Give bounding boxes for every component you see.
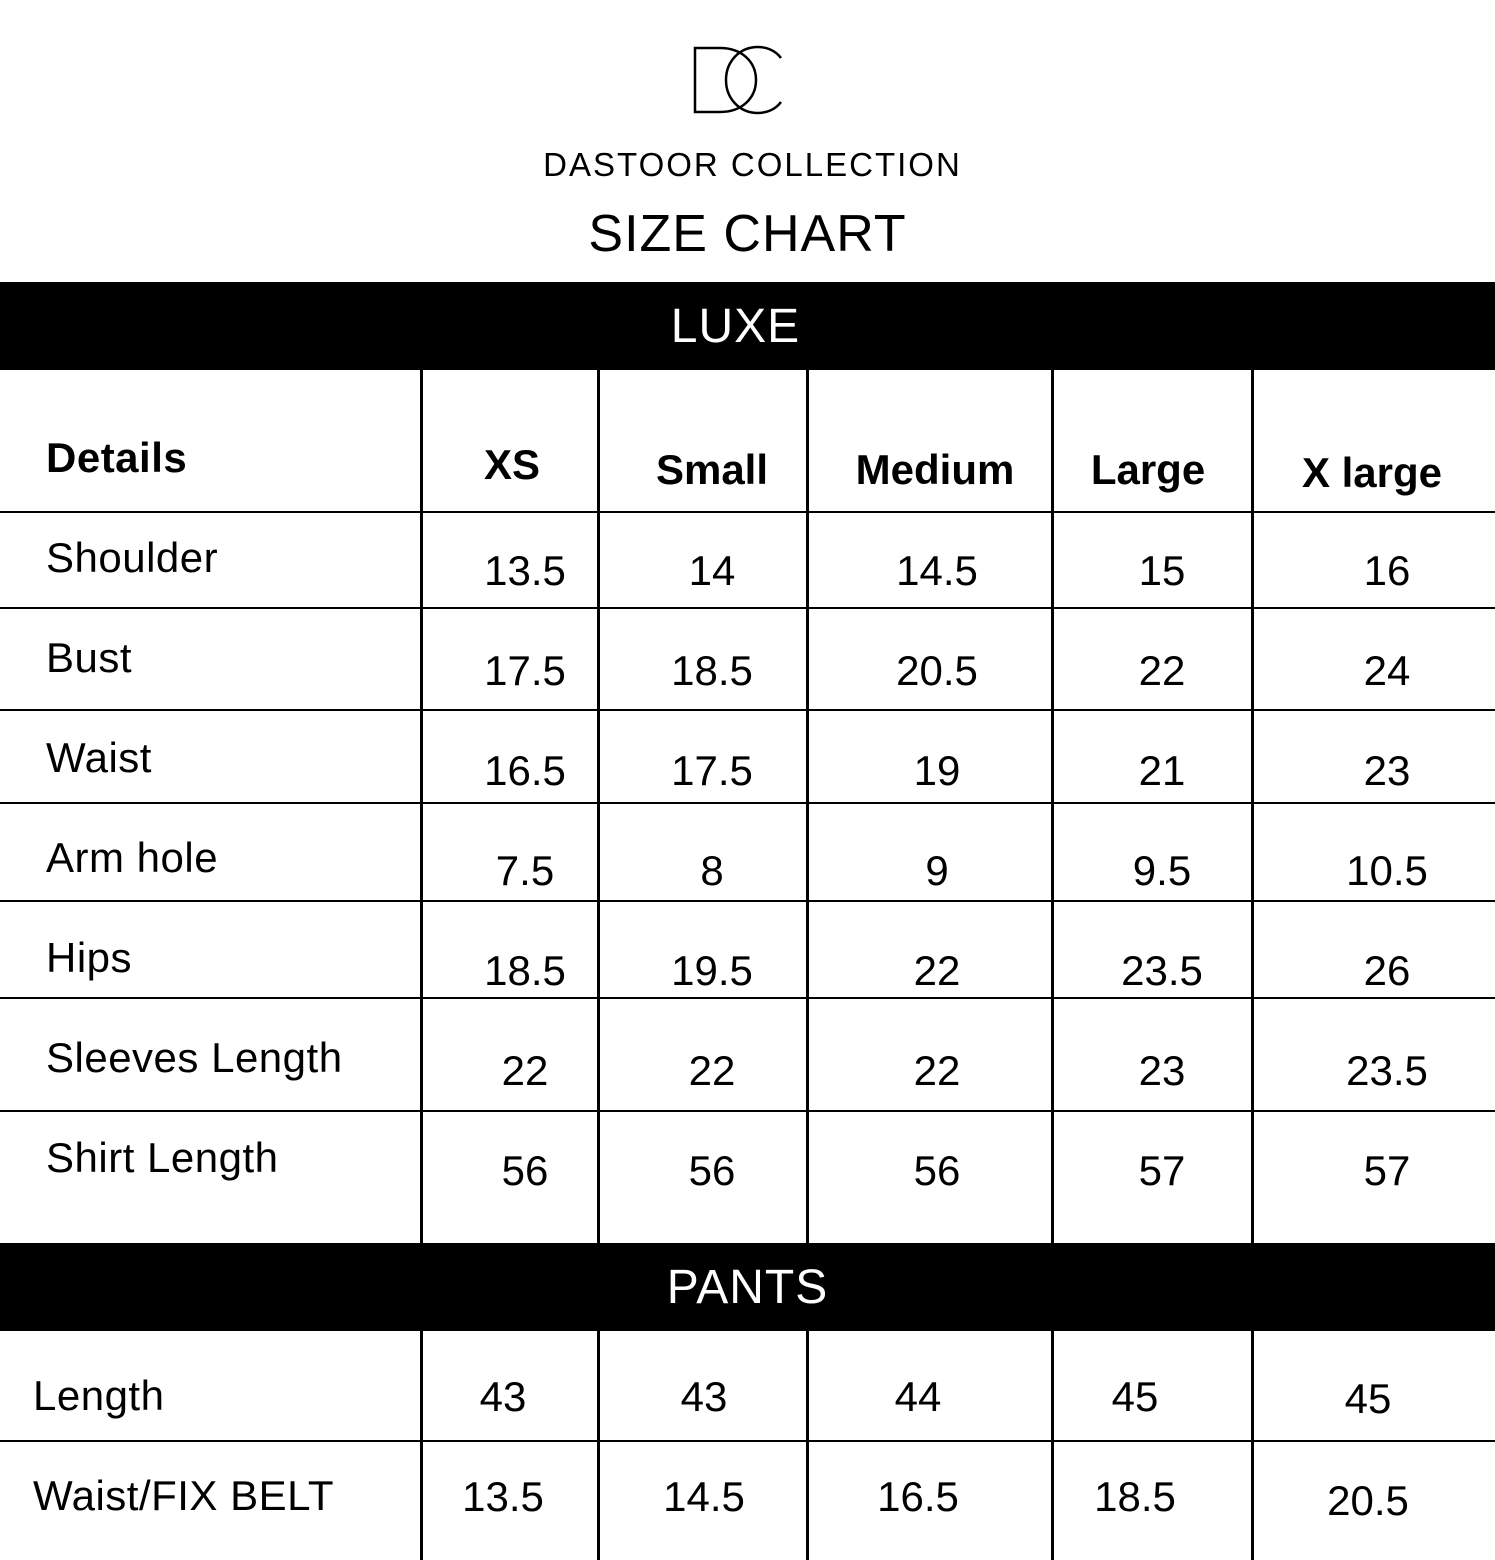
measurement-value: 7.5 [495,847,555,894]
measurement-label: Sleeves Length [46,1034,343,1081]
row-divider [0,802,1495,804]
measurement-value: 17.5 [671,747,753,794]
brand-name: DASTOOR COLLECTION [543,146,962,183]
dc-logo-icon [690,44,786,116]
measurement-value: 23 [1138,1047,1186,1094]
size-header: Large [1090,446,1206,493]
measurement-value: 21 [1138,747,1186,794]
measurement-value: 14.5 [896,547,978,594]
column-divider [806,370,809,1243]
measurement-value: 16.5 [484,747,566,794]
page-title: SIZE CHART [588,205,907,263]
size-header: X large [1301,449,1443,496]
measurement-value: 8 [700,847,724,894]
measurement-value: 19.5 [671,947,753,994]
measurement-value: 18.5 [1094,1473,1176,1520]
measurement-value: 44 [894,1373,942,1420]
column-divider [1251,1331,1254,1560]
row-divider [0,1110,1495,1112]
column-divider [1051,370,1054,1243]
measurement-value: 10.5 [1346,847,1428,894]
row-divider [0,1440,1495,1442]
column-divider [597,1331,600,1560]
measurement-value: 56 [913,1147,961,1194]
measurement-value: 56 [501,1147,549,1194]
measurement-value: 18.5 [484,947,566,994]
column-divider [597,370,600,1243]
size-header: XS [483,441,541,488]
measurement-value: 24 [1363,647,1411,694]
measurement-value: 14.5 [663,1473,745,1520]
measurement-value: 22 [913,1047,961,1094]
measurement-value: 23.5 [1346,1047,1428,1094]
measurement-label: Bust [46,634,133,681]
measurement-label: Waist/FIX BELT [33,1472,335,1519]
row-divider [0,997,1495,999]
pants-section-header [0,1243,1495,1331]
luxe-section-header [0,282,1495,370]
pants-section-label: PANTS [666,1260,829,1314]
column-divider [1051,1331,1054,1560]
measurement-value: 9 [925,847,949,894]
measurement-value: 23.5 [1121,947,1203,994]
measurement-value: 9.5 [1132,847,1192,894]
column-divider [806,1331,809,1560]
measurement-value: 15 [1138,547,1186,594]
measurement-value: 45 [1111,1373,1159,1420]
measurement-value: 16.5 [877,1473,959,1520]
row-divider [0,900,1495,902]
size-header: Medium [855,446,1015,493]
measurement-value: 43 [479,1373,527,1420]
column-divider [420,370,423,1243]
measurement-value: 13.5 [484,547,566,594]
column-divider [420,1331,423,1560]
measurement-value: 23 [1363,747,1411,794]
measurement-value: 57 [1363,1147,1411,1194]
measurement-value: 45 [1344,1375,1392,1422]
row-divider [0,511,1495,513]
measurement-label: Waist [46,734,152,781]
details-header: Details [46,434,188,481]
measurement-value: 13.5 [462,1473,544,1520]
measurement-value: 22 [1138,647,1186,694]
measurement-value: 18.5 [671,647,753,694]
measurement-label: Shirt Length [46,1134,279,1181]
measurement-value: 20.5 [1327,1477,1409,1524]
measurement-value: 19 [913,747,961,794]
row-divider [0,607,1495,609]
measurement-label: Length [33,1372,165,1419]
measurement-label: Hips [46,934,133,981]
measurement-value: 14 [688,547,736,594]
measurement-value: 17.5 [484,647,566,694]
measurement-value: 56 [688,1147,736,1194]
measurement-value: 16 [1363,547,1411,594]
column-divider [1251,370,1254,1243]
row-divider [0,709,1495,711]
size-header: Small [655,446,769,493]
measurement-label: Shoulder [46,534,219,581]
measurement-value: 57 [1138,1147,1186,1194]
measurement-label: Arm hole [46,834,219,881]
measurement-value: 22 [913,947,961,994]
header [0,0,1495,282]
measurement-value: 22 [688,1047,736,1094]
measurement-value: 22 [501,1047,549,1094]
measurement-value: 26 [1363,947,1411,994]
luxe-section-label: LUXE [670,299,801,353]
measurement-value: 43 [680,1373,728,1420]
measurement-value: 20.5 [896,647,978,694]
